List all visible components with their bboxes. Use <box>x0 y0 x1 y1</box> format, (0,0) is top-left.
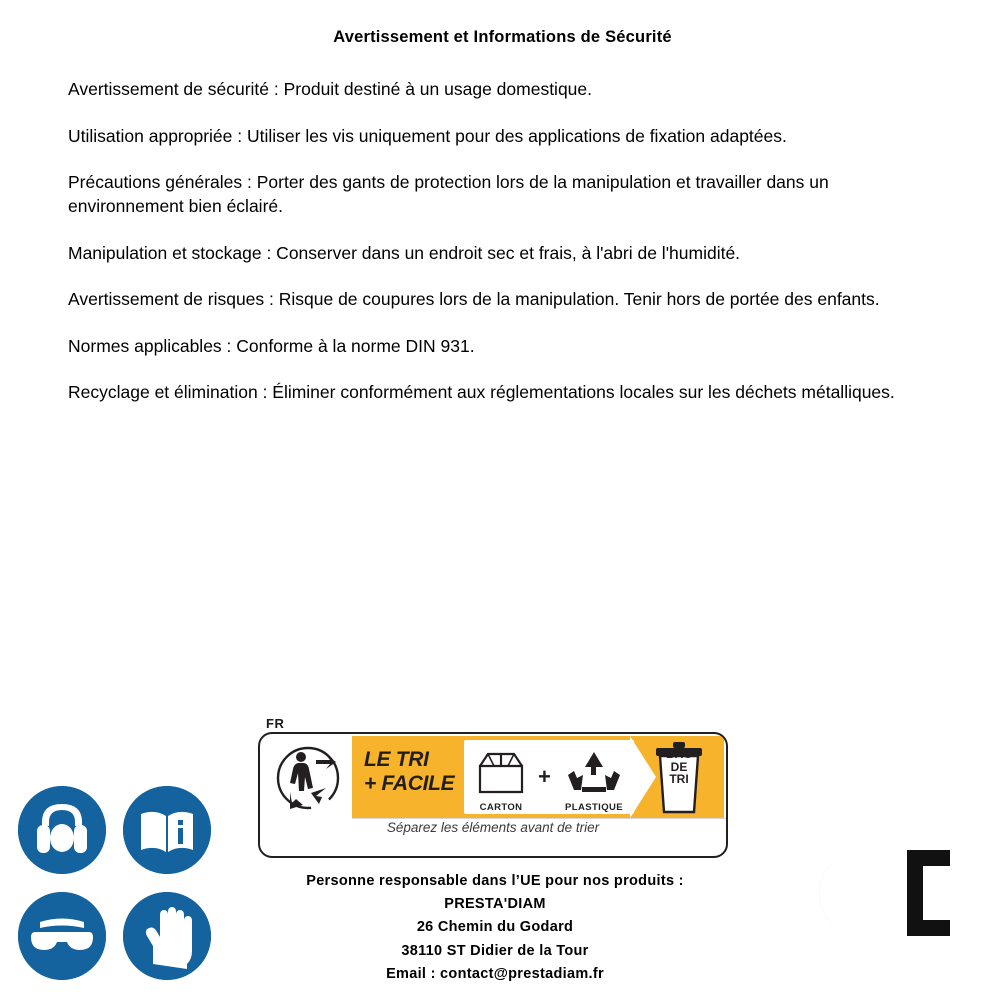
contact-email: Email : contact@prestadiam.fr <box>386 965 604 982</box>
recycling-banner <box>258 716 726 854</box>
ce-mark-icon <box>800 838 950 948</box>
recycling-banner-box <box>258 732 728 858</box>
safety-text-block <box>68 78 938 428</box>
responsible-person-block <box>175 870 815 986</box>
banner-divider <box>352 818 726 819</box>
banner-footer-note: Séparez les éléments avant de trier <box>386 820 600 835</box>
bin-label <box>650 748 708 786</box>
eye-protection-icon <box>18 892 106 980</box>
paragraph: Avertissement de sécurité : Produit destiné à un usage domestique. <box>68 79 593 99</box>
plastic-recycle-icon <box>564 748 624 803</box>
carton-box-icon <box>472 748 530 803</box>
banner-headline-line1: LE TRI <box>364 748 429 771</box>
ear-protection-icon <box>18 786 106 874</box>
street-address: 26 Chemin du Godard <box>416 919 574 936</box>
carton-label: CARTON <box>479 802 523 813</box>
banner-headline-line2: + FACILE <box>364 771 455 795</box>
triman-symbol-icon <box>268 740 348 814</box>
banner-headline <box>364 748 460 795</box>
read-manual-icon <box>123 786 211 874</box>
bin-label-line2: DE <box>670 759 688 774</box>
language-tag: FR <box>266 716 285 731</box>
company-name: PRESTA'DIAM <box>444 896 546 913</box>
paragraph: Recyclage et élimination : Éliminer conformément aux réglementations locales sur les déchets métalliques. <box>68 382 895 403</box>
page-title: Avertissement et Informations de Sécurité <box>333 28 672 46</box>
paragraph: Utilisation appropriée : Utiliser les vis uniquement pour des applications de fixation adaptées. <box>68 125 787 146</box>
responsible-person-line: Personne responsable dans l’UE pour nos produits : <box>306 873 684 889</box>
bin-label-line1: BAC <box>666 747 692 761</box>
bin-label-line3: TRI <box>669 772 689 787</box>
plastique-label: PLASTIQUE <box>565 802 623 813</box>
paragraph: Manipulation et stockage : Conserver dans un endroit sec et frais, à l'abri de l'humidité. <box>68 242 741 263</box>
paragraph: Avertissement de risques : Risque de coupures lors de la manipulation. Tenir hors de portée des enfants. <box>68 289 880 310</box>
paragraph: Précautions générales : Porter des gants de protection lors de la manipulation et travailler dans un environnement bien éclairé. <box>68 172 829 216</box>
plus-sign: + <box>538 764 551 789</box>
city-address: 38110 ST Didier de la Tour <box>401 942 589 959</box>
paragraph: Normes applicables : Conforme à la norme DIN 931. <box>68 335 475 356</box>
